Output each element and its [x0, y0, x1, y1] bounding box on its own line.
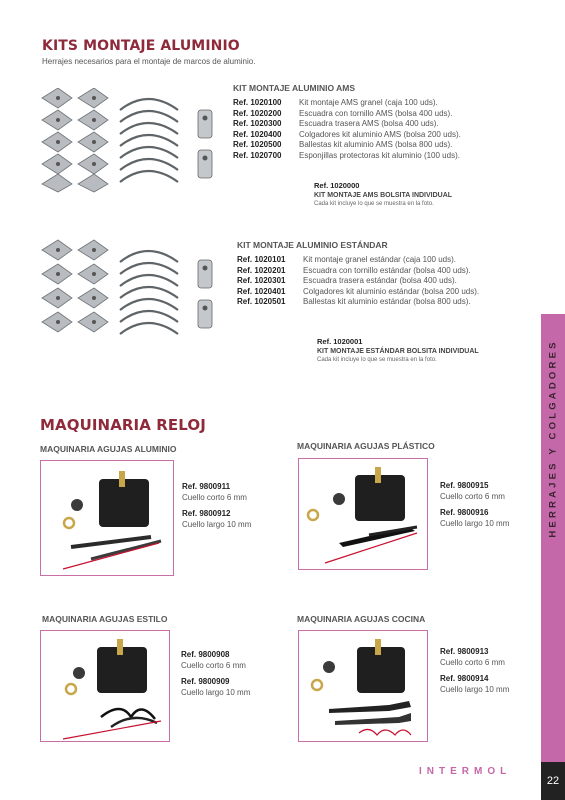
- ref-row: [233, 140, 461, 151]
- ref-desc: Cuello largo 10 mm: [181, 688, 251, 697]
- kit-standard-title: KIT MONTAJE ALUMINIO ESTÁNDAR: [237, 240, 388, 250]
- bag-note: Cada kit incluye lo que se muestra en la foto.: [317, 357, 437, 363]
- ref-code: Ref. 1020400: [233, 129, 282, 139]
- block-refs: [181, 649, 250, 698]
- ref-desc: Colgadores kit aluminio estándar (bolsa 200 uds).: [303, 286, 480, 296]
- ref-code: Ref. 1020101: [237, 255, 286, 264]
- page-number: 22: [541, 762, 565, 800]
- ref-desc: Cuello corto 6 mm: [440, 658, 505, 667]
- clock-photo-estilo: [40, 630, 170, 742]
- ref-code: Ref. 9800912: [182, 509, 231, 518]
- ref-desc: Cuello largo 10 mm: [182, 520, 252, 529]
- ref-row: [237, 276, 479, 287]
- ref-desc: Ballestas kit aluminio AMS (bolsa 800 uds).: [299, 140, 453, 150]
- ref-desc: Escuadra con tornillo estándar (bolsa 400 uds).: [303, 265, 471, 275]
- ref-code: Ref. 1020200: [233, 108, 282, 118]
- ref-code: Ref. 1020201: [237, 265, 286, 275]
- ref-row: [237, 297, 479, 308]
- ref-row: [237, 266, 479, 277]
- side-label-wrap: [541, 314, 565, 562]
- ref-code: Ref. 9800913: [440, 647, 489, 656]
- ref-row: [233, 130, 461, 141]
- standard-kit-photo: [38, 238, 228, 348]
- ref-desc: Cuello corto 6 mm: [440, 492, 505, 501]
- block-title: MAQUINARIA AGUJAS COCINA: [297, 614, 426, 624]
- kit-standard-ref-list: [237, 255, 479, 308]
- ref-desc: Kit montaje AMS granel (caja 100 uds).: [299, 98, 438, 107]
- brand-logo: INTERMOL: [419, 766, 512, 777]
- ref-code: Ref. 1020700: [233, 150, 282, 160]
- page-subtitle: Herrajes necesarios para el montaje de marcos de aluminio.: [42, 57, 256, 66]
- block-refs: [440, 646, 509, 695]
- ref-code: Ref. 9800909: [181, 677, 230, 686]
- ref-desc: Cuello largo 10 mm: [440, 685, 510, 694]
- ref-code: Ref. 1020301: [237, 276, 286, 286]
- ref-code: Ref. 9800908: [181, 650, 230, 659]
- ref-desc: Colgadores kit aluminio AMS (bolsa 200 uds).: [299, 129, 461, 139]
- bag-note: Cada kit incluye lo que se muestra en la foto.: [314, 201, 434, 207]
- ref-code: Ref. 9800915: [440, 481, 489, 490]
- ref-row: [233, 119, 461, 130]
- kit-standard-bag: [317, 337, 479, 366]
- clock-section-title: MAQUINARIA RELOJ: [40, 416, 206, 434]
- ref-code: Ref. 9800916: [440, 508, 489, 517]
- clock-photo-plastico: [298, 458, 428, 570]
- ref-code: Ref. 9800914: [440, 674, 489, 683]
- bag-title: KIT MONTAJE ESTÁNDAR BOLSITA INDIVIDUAL: [317, 347, 479, 355]
- ref-desc: Escuadra trasera estándar (bolsa 400 uds).: [303, 276, 457, 286]
- block-title: MAQUINARIA AGUJAS ESTILO: [42, 614, 168, 624]
- page-title: KITS MONTAJE ALUMINIO: [42, 38, 240, 54]
- ref-desc: Cuello corto 6 mm: [181, 661, 246, 670]
- clock-photo-aluminio: [40, 460, 174, 576]
- ref-row: [237, 287, 479, 298]
- ref-code: Ref. 1020500: [233, 140, 282, 150]
- ref-row: [233, 98, 461, 109]
- ref-code: Ref. 1020300: [233, 119, 282, 129]
- ref-desc: Escuadra con tornillo AMS (bolsa 400 uds).: [299, 108, 453, 118]
- ref-desc: Cuello largo 10 mm: [440, 519, 510, 528]
- ref-desc: Escuadra trasera AMS (bolsa 400 uds).: [299, 119, 439, 129]
- block-refs: [182, 481, 251, 530]
- ref-row: [233, 151, 461, 162]
- ref-row: [237, 255, 479, 266]
- ref-code: Ref. 1020501: [237, 297, 286, 307]
- bag-ref: Ref. 1020001: [317, 337, 363, 346]
- ref-desc: Esponjillas protectoras kit aluminio (100 uds).: [299, 150, 460, 160]
- ref-desc: Kit montaje granel estándar (caja 100 uds).: [303, 255, 456, 264]
- ref-code: Ref. 1020401: [237, 286, 286, 296]
- bag-title: KIT MONTAJE AMS BOLSITA INDIVIDUAL: [314, 191, 453, 199]
- kit-ams-bag: [314, 181, 452, 210]
- ref-code: Ref. 9800911: [182, 482, 231, 491]
- block-title: MAQUINARIA AGUJAS PLÁSTICO: [297, 441, 435, 451]
- side-label: HERRAJES Y COLGADORES: [547, 338, 559, 538]
- ams-kit-photo: [38, 88, 228, 198]
- clock-photo-cocina: [298, 630, 428, 742]
- block-title: MAQUINARIA AGUJAS ALUMINIO: [40, 444, 177, 454]
- ref-desc: Cuello corto 6 mm: [182, 493, 247, 502]
- block-refs: [440, 480, 509, 529]
- ref-desc: Ballestas kit aluminio estándar (bolsa 800 uds).: [303, 297, 471, 307]
- ref-code: Ref. 1020100: [233, 98, 282, 107]
- kit-ams-title: KIT MONTAJE ALUMINIO AMS: [233, 83, 355, 93]
- ref-row: [233, 109, 461, 120]
- bag-ref: Ref. 1020000: [314, 181, 360, 190]
- kit-ams-ref-list: [233, 98, 461, 162]
